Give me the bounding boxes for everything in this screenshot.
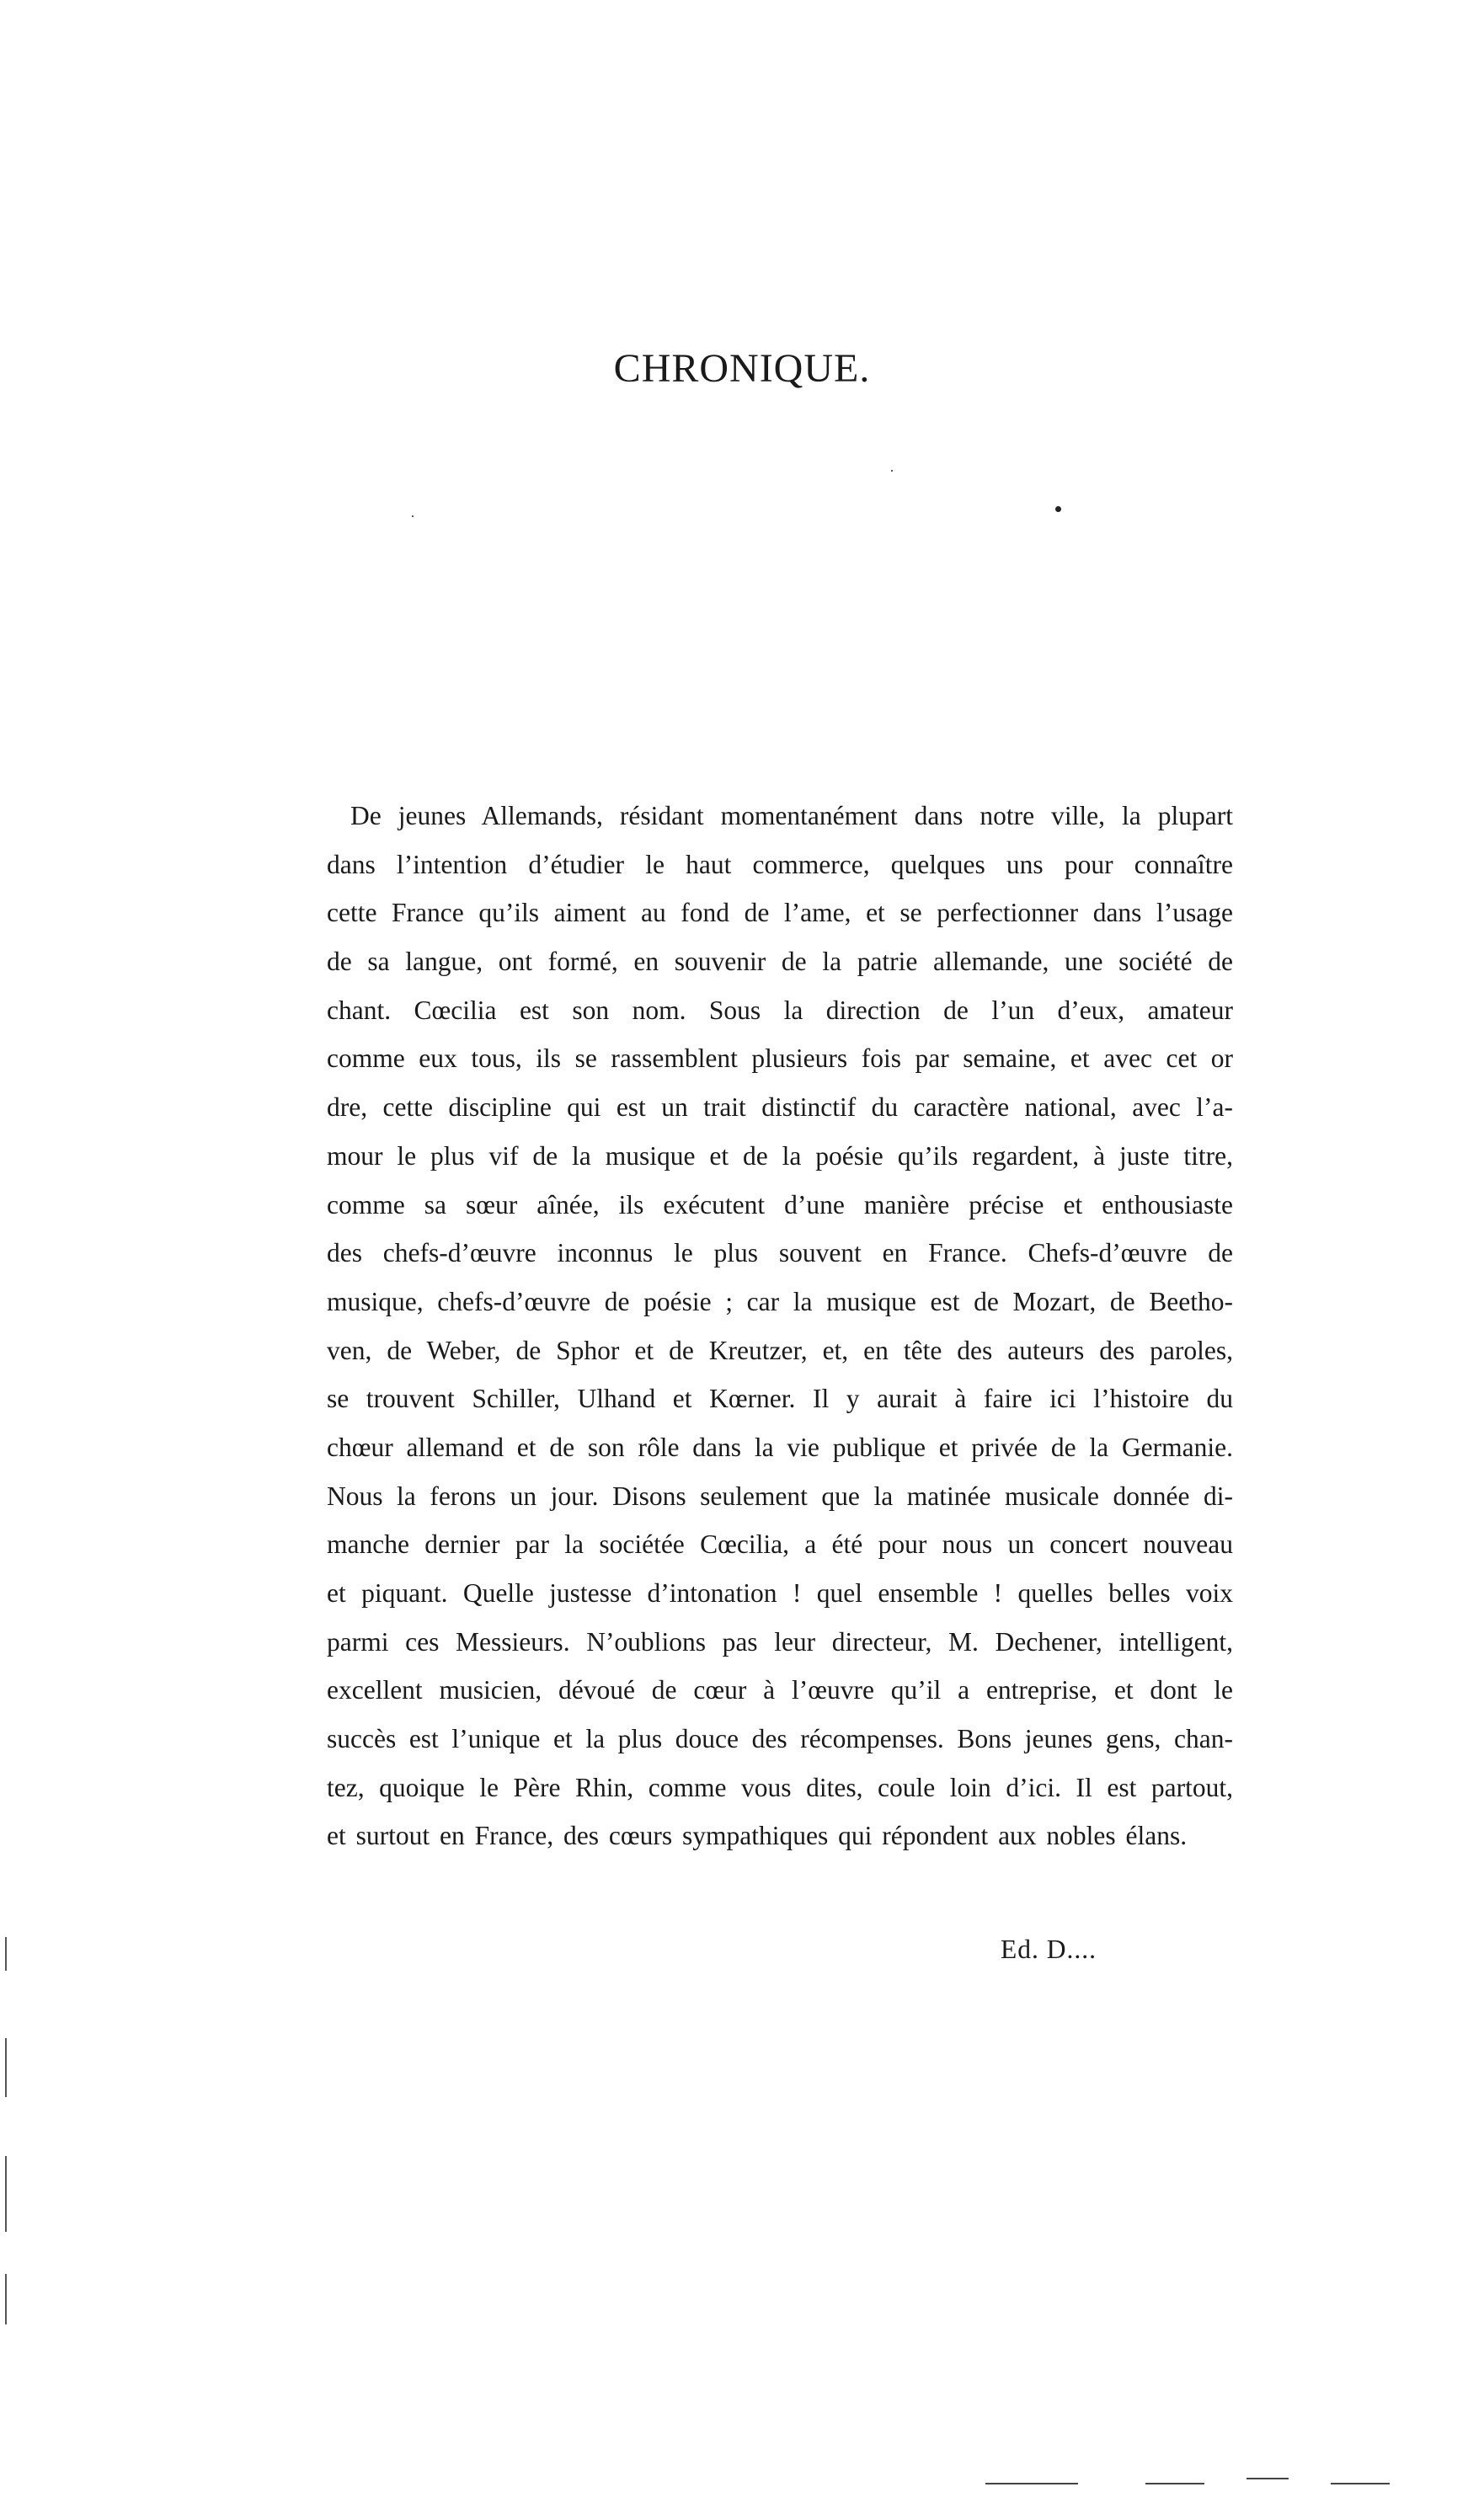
paragraph-line: dans l’intention d’étudier le haut commerce, quelques uns pour connaître [327,849,1233,879]
paragraph-line: De jeunes Allemands, résidant momentanément dans notre ville, la plupart [350,801,1233,830]
ink-speck [412,515,414,517]
paragraph-line: comme eux tous, ils se rassemblent plusieurs fois par semaine, et avec cet or [327,1043,1233,1074]
paragraph-line: et surtout en France, des cœurs sympathiques qui répondent aux nobles élans. [327,1821,1188,1851]
page-bottom-rule [1246,2478,1289,2479]
paragraph-line: de sa langue, ont formé, en souvenir de la patrie allemande, une société de [327,947,1233,977]
paragraph-line: tez, quoique le Père Rhin, comme vous dites, coule loin d’ici. Il est partout, [327,1772,1233,1802]
article-body [327,792,1233,1860]
page-title: CHRONIQUE. [613,346,871,391]
page-bottom-rule [1331,2483,1390,2484]
scan-edge-mark [5,2156,7,2232]
paragraph-line: cette France qu’ils aiment au fond de l’ame, et se perfectionner dans l’usage [327,898,1233,928]
paragraph-line: chant. Cœcilia est son nom. Sous la direction de l’un d’eux, amateur [327,995,1233,1025]
paragraph-line: succès est l’unique et la plus douce des récompenses. Bons jeunes gens, chan- [327,1724,1233,1754]
paragraph-line: excellent musicien, dévoué de cœur à l’œuvre qu’il a entreprise, et dont le [327,1675,1233,1705]
paragraph-line: parmi ces Messieurs. N’oublions pas leur directeur, M. Dechener, intelligent, [327,1626,1233,1657]
paragraph-line: se trouvent Schiller, Ulhand et Kœrner. Il y aurait à faire ici l’histoire du [327,1384,1233,1414]
page-bottom-rule [985,2483,1078,2484]
paragraph-line: chœur allemand et de son rôle dans la vie publique et privée de la Germanie. [327,1432,1233,1462]
paragraph-line: dre, cette discipline qui est un trait distinctif du caractère national, avec l’a- [327,1092,1233,1123]
paragraph-line: et piquant. Quelle justesse d’intonation ! quel ensemble ! quelles belles voix [327,1578,1233,1608]
paragraph-line: Nous la ferons un jour. Disons seulement que la matinée musicale donnée di- [327,1481,1233,1511]
scan-edge-mark [5,2274,7,2324]
paragraph-line: musique, chefs-d’œuvre de poésie ; car la musique est de Mozart, de Beetho- [327,1286,1233,1316]
author-signature: Ed. D.... [1001,1935,1097,1964]
page-bottom-rule [1145,2483,1204,2484]
paragraph-line: ven, de Weber, de Sphor et de Kreutzer, et, en tête des auteurs des paroles, [327,1335,1233,1365]
scan-edge-mark [5,2038,7,2097]
paragraph-line: mour le plus vif de la musique et de la poésie qu’ils regardent, à juste titre, [327,1140,1233,1171]
ink-speck [891,470,893,472]
ink-speck [1055,506,1061,512]
paragraph-line: comme sa sœur aînée, ils exécutent d’une manière précise et enthousiaste [327,1189,1233,1219]
paragraph-line: manche dernier par la sociétée Cœcilia, a été pour nous un concert nouveau [327,1529,1233,1560]
paragraph-line: des chefs-d’œuvre inconnus le plus souvent en France. Chefs-d’œuvre de [327,1238,1233,1268]
scan-edge-mark [5,1937,7,1971]
